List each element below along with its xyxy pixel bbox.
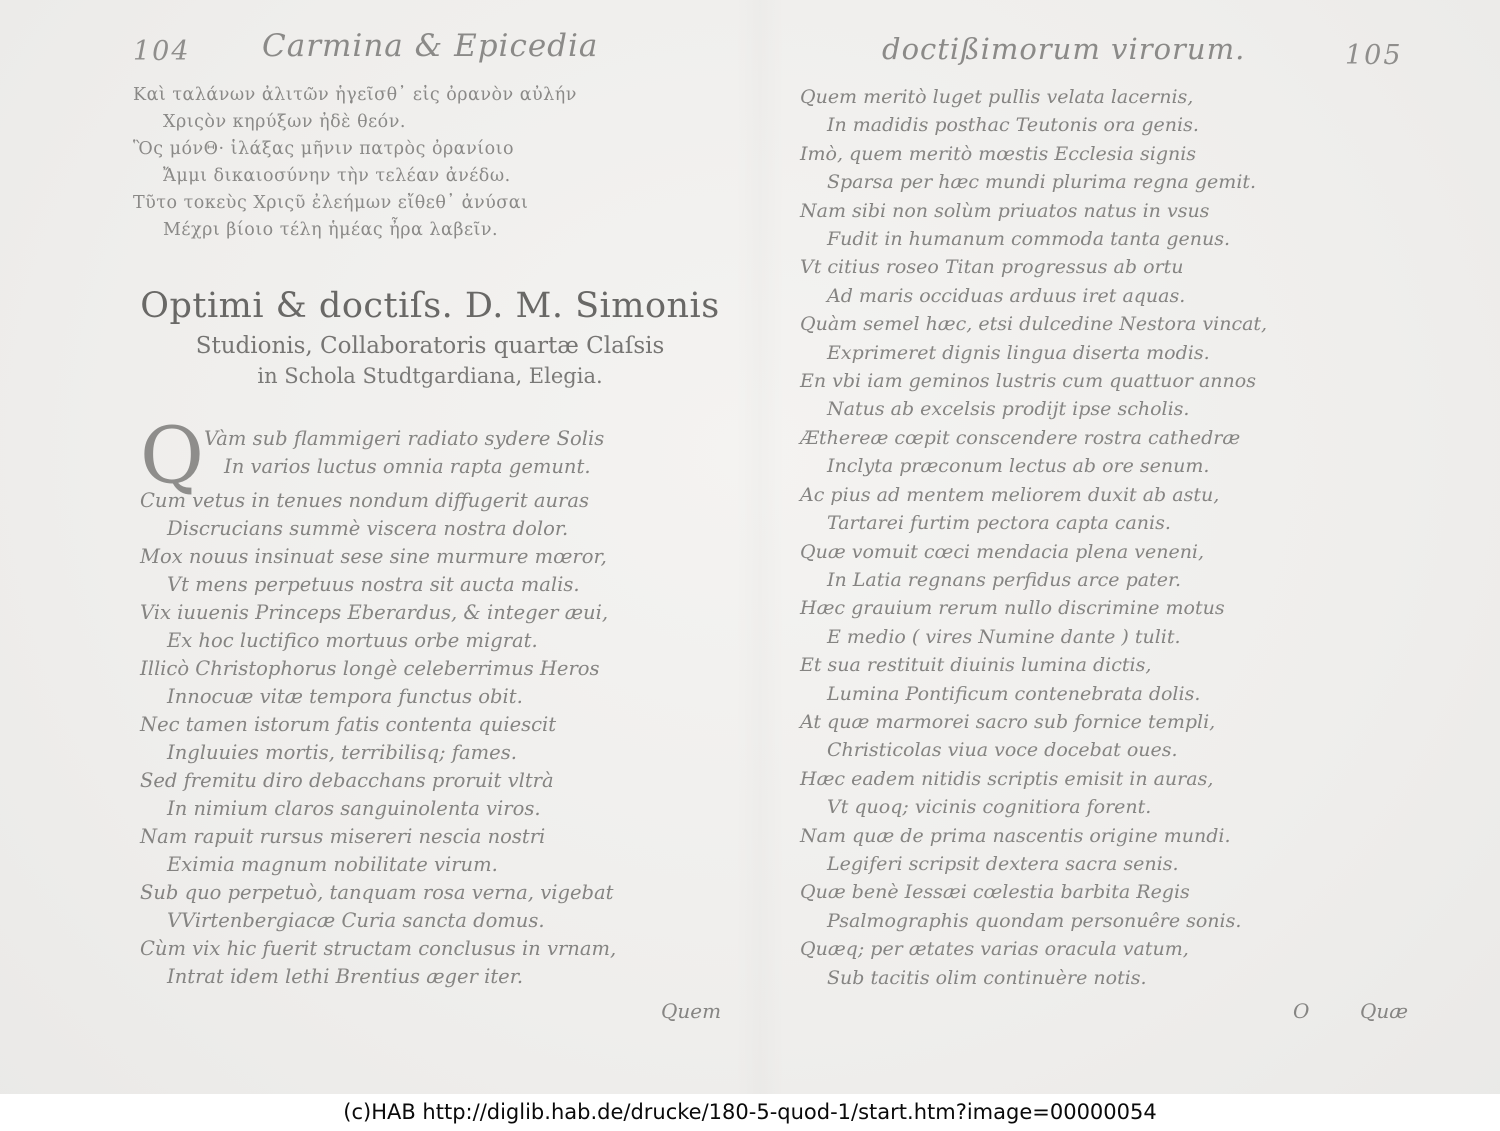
poem-line: Vàm sub flammigeri radiato sydere Solis [204, 427, 605, 450]
poem-line: Inclyta præconum lectus ab ore senum. [827, 455, 1210, 478]
heading-line-3: in Schola Studtgardiana, Elegia. [257, 364, 603, 388]
poem-line: Sub quo perpetuò, tanquam rosa verna, vigebat [140, 881, 614, 904]
poem-line: Intrat idem lethi Brentius æger iter. [167, 965, 524, 988]
poem-line: Vt mens perpetuus nostra sit aucta malis. [167, 573, 580, 596]
poem-line: VVirtenbergiacæ Curia sancta domus. [167, 909, 545, 932]
poem-line: In madidis posthac Teutonis ora genis. [827, 114, 1199, 137]
drop-cap-Q: Q [140, 411, 204, 501]
poem-line: Cum vetus in tenues nondum diffugerit auras [140, 489, 589, 512]
poem-line: En vbi iam geminos lustris cum quattuor annos [800, 370, 1256, 393]
greek-line: Μέχρι βίοιο τέλη ἡμέας ἦρα λαβεῖν. [163, 220, 499, 240]
poem-line: Nam quæ de prima nascentis origine mundi. [800, 824, 1231, 847]
poem-line: Tartarei furtim pectora capta canis. [827, 512, 1171, 535]
poem-line: In nimium claros sanguinolenta viros. [167, 797, 541, 820]
greek-line: Ὃς μόνΘ· ἱλάξας μῆνιν πατρὸς ὀρανίοιο [133, 139, 515, 159]
right-catchword: Quæ [1360, 999, 1409, 1023]
source-caption: (c)HAB http://diglib.hab.de/drucke/180-5-quod-1/start.htm?image=00000054 [343, 1100, 1157, 1124]
poem-line: Ex hoc luctifico mortuus orbe migrat. [167, 629, 538, 652]
poem-line: Et sua restituit diuinis lumina dictis, [800, 654, 1152, 677]
poem-line: Christicolas viua voce docebat oues. [827, 739, 1178, 762]
poem-line: Ac pius ad mentem meliorem duxit ab astu, [800, 483, 1220, 506]
poem-line: Quem meritò luget pullis velata lacernis, [800, 86, 1194, 108]
poem-line: Lumina Pontificum contenebrata dolis. [827, 682, 1201, 705]
poem-line: Sed fremitu diro debacchans proruit vltrà [140, 769, 554, 792]
poem-line: Quàm semel hæc, etsi dulcedine Nestora vincat, [800, 313, 1268, 336]
poem-line: Quæq; per ætates varias oracula vatum, [800, 938, 1189, 961]
right-running-title: doctißimorum virorum. [882, 32, 1246, 66]
poem-line: Mox nouus insinuat sese sine murmure mœror, [140, 545, 607, 568]
heading-line-1: Optimi & doctiſs. D. M. Simonis [140, 286, 720, 326]
poem-line: In Latia regnans perfidus arce pater. [827, 568, 1181, 591]
poem-line: Hæc eadem nitidis scriptis emisit in auras, [800, 767, 1214, 790]
greek-line: Τῦτο τοκεὺς Χριςῦ ἐλεήμων εἴθεθ᾽ ἀνύσαι [133, 193, 529, 213]
signature-mark: O [1293, 999, 1310, 1023]
heading-line-2: Studionis, Collaboratoris quartæ Claſsis [195, 333, 665, 359]
left-poem [140, 411, 740, 991]
poem-line: Vt quoq; vicinis cognitiora forent. [827, 796, 1152, 819]
opening-lines [204, 425, 604, 481]
poem-line: Hæc grauium rerum nullo discrimine motus [800, 597, 1225, 620]
poem-line: Quæ vomuit cœci mendacia plena veneni, [800, 540, 1205, 563]
poem-line: Imò, quem meritò mœstis Ecclesia signis [800, 142, 1197, 165]
poem-line: Illicò Christophorus longè celeberrimus Heros [140, 657, 600, 680]
poem-line: Vt citius roseo Titan progressus ab ortu [800, 256, 1184, 279]
poem-line: Sparsa per hæc mundi plurima regna gemit. [827, 171, 1257, 194]
left-poem-lines [140, 487, 740, 991]
poem-line: Psalmographis quondam personuêre sonis. [827, 909, 1242, 932]
poem-line: Ad maris occiduas arduus iret aquas. [827, 284, 1186, 307]
poem-line: Fudit in humanum commoda tanta genus. [827, 228, 1230, 251]
poem-line: Natus ab excelsis prodijt ipse scholis. [827, 398, 1190, 421]
poem-line: Eximia magnum nobilitate virum. [167, 853, 498, 876]
poem-line: Cùm vix hic fuerit structam conclusus in vrnam, [140, 937, 617, 960]
poem-line: Æthereæ cœpit conscendere rostra cathedræ [800, 426, 1241, 449]
right-page-number: 105 [1345, 40, 1403, 71]
left-page-number: 104 [133, 36, 191, 67]
caption-bar [0, 1094, 1500, 1131]
page-gutter [735, 0, 785, 1095]
right-poem [800, 83, 1280, 992]
poem-line: Innocuæ vitæ tempora functus obit. [167, 685, 523, 708]
poem-line: Nam sibi non solùm priuatos natus in vsus [800, 199, 1210, 222]
poem-line: In varios luctus omnia rapta gemunt. [224, 455, 591, 478]
poem-line: Nam rapuit rursus misereri nescia nostri [140, 825, 546, 848]
poem-line: Legiferi scripsit dextera sacra senis. [827, 852, 1179, 875]
poem-line: Vix iuuenis Princeps Eberardus, & integer æui, [140, 601, 609, 624]
greek-verse-block [133, 82, 577, 244]
poem-line: Nec tamen istorum fatis contenta quiescit [140, 713, 557, 736]
greek-line: Ἄμμι δικαιοσύνην τὴν τελέαν ἀνέδω. [163, 166, 511, 186]
poem-line: Ingluuies mortis, terribilisq; fames. [167, 741, 517, 764]
poem-line: Sub tacitis olim continuère notis. [827, 966, 1147, 989]
poem-line: Exprimeret dignis lingua diserta modis. [827, 341, 1210, 364]
left-running-title: Carmina & Epicedia [262, 28, 599, 64]
greek-line: Χριςὸν κηρύξων ἠδὲ θεόν. [163, 112, 406, 132]
elegy-heading [130, 286, 730, 388]
left-catchword: Quem [661, 999, 722, 1023]
poem-line: Quæ benè Iessæi cœlestia barbita Regis [800, 881, 1190, 904]
poem-line: E medio ( vires Numine dante ) tulit. [827, 625, 1181, 648]
poem-line: Discrucians summè viscera nostra dolor. [167, 517, 569, 540]
greek-line: Καὶ ταλάνων ἀλιτῶν ἡγεῖσθ᾽ εἰς ὀρανὸν αὐλήν [133, 85, 577, 105]
poem-line: At quæ marmorei sacro sub fornice templi, [800, 710, 1216, 733]
